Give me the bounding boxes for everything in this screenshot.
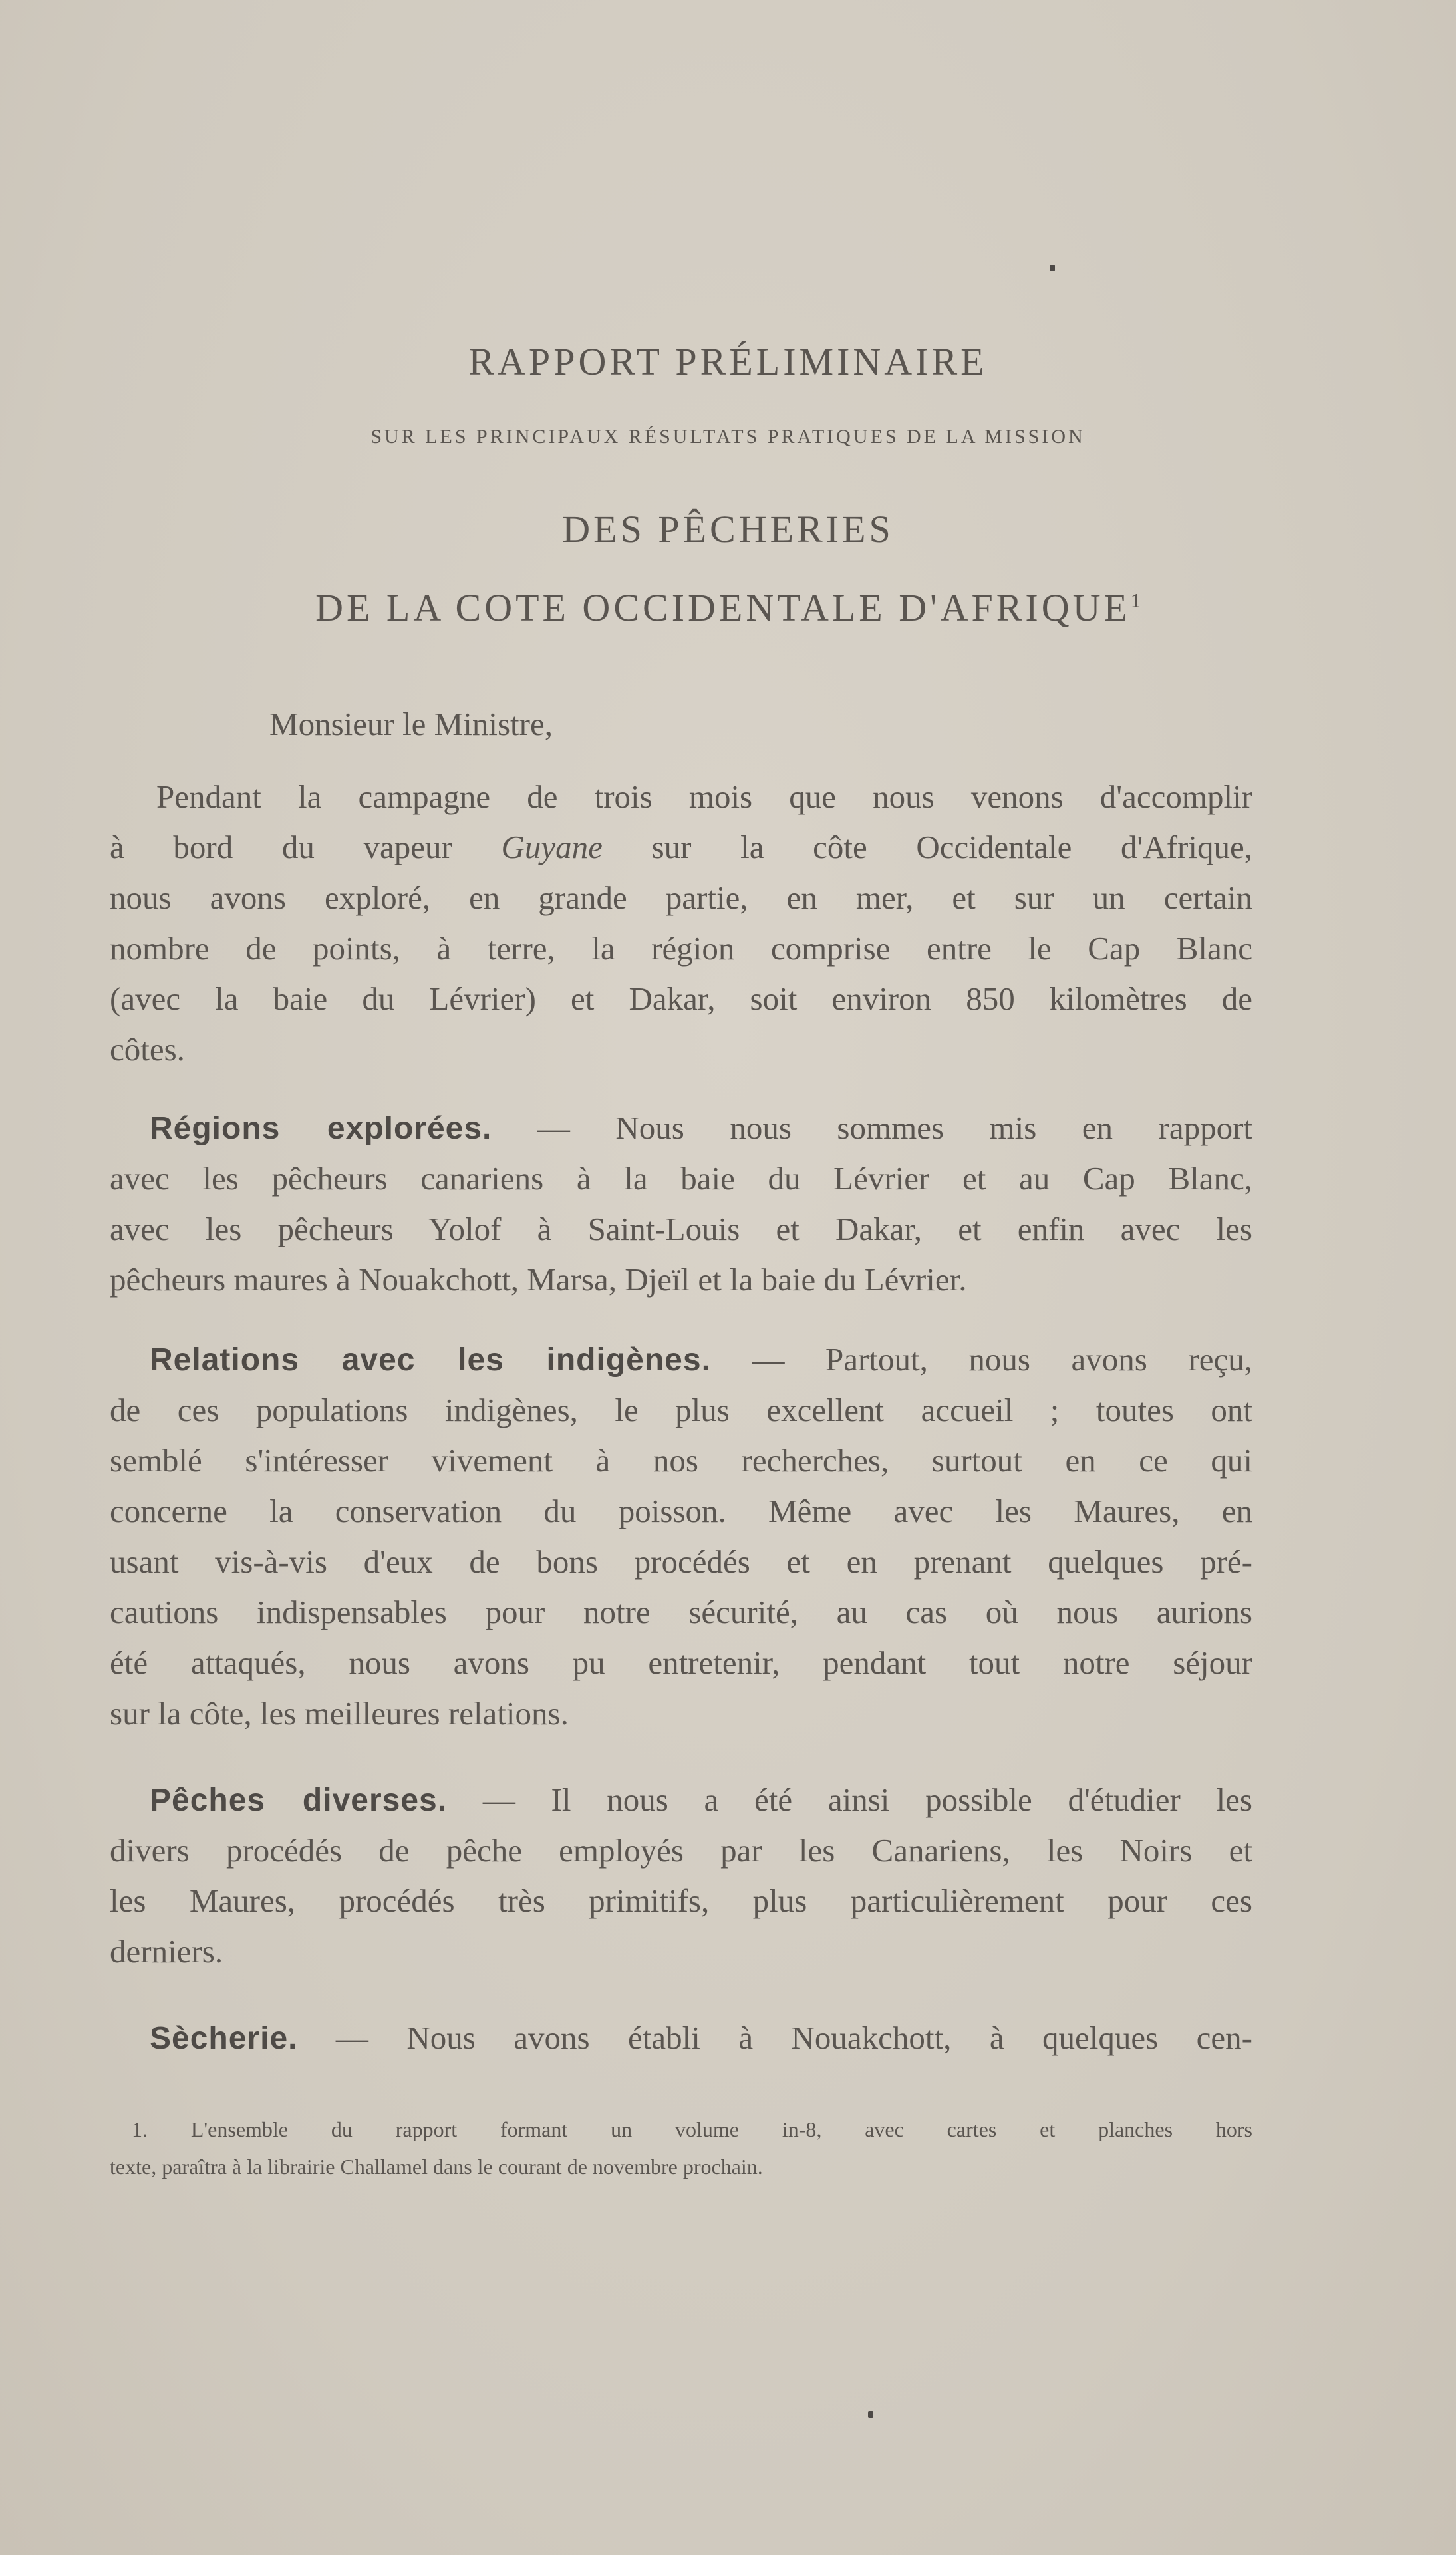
footnote — [110, 2111, 1252, 2185]
section-line: Pêches diverses. — Il nous a été ainsi possible d'étudier les — [150, 1781, 1252, 1818]
ink-speck — [868, 2411, 873, 2418]
section-line: cautions indispensables pour notre sécurité, au cas où nous aurions — [110, 1594, 1252, 1630]
section-peches — [110, 1775, 1252, 1977]
section-relations — [110, 1334, 1252, 1739]
section-heading: Régions explorées. — [150, 1111, 492, 1146]
section-line: divers procédés de pêche employés par les Canariens, les Noirs et — [110, 1832, 1252, 1869]
section-line: les Maures, procédés très primitifs, plus particulièrement pour ces — [110, 1882, 1252, 1919]
ship-name: Guyane — [501, 829, 603, 865]
section-line: pêcheurs maures à Nouakchott, Marsa, Djeïl et la baie du Lévrier. — [110, 1261, 967, 1298]
section-line: avec les pêcheurs canariens à la baie du Lévrier et au Cap Blanc, — [110, 1160, 1252, 1197]
section-line: Sècherie. — Nous avons établi à Nouakchott, à quelques cen- — [150, 2020, 1252, 2056]
intro-line: nous avons exploré, en grande partie, en mer, et sur un certain — [110, 879, 1252, 916]
section-line: Relations avec les indigènes. — Partout, nous avons reçu, — [150, 1341, 1253, 1378]
section-heading: Sècherie. — [150, 2021, 298, 2056]
mission-subtitle: DE LA COTE OCCIDENTALE D'AFRIQUE$^1$ — [315, 586, 1141, 629]
report-title: RAPPORT PRÉLIMINAIRE — [468, 340, 988, 383]
footnote-marker: 1 — [1130, 589, 1141, 612]
mission-title: DES PÊCHERIES — [562, 508, 894, 551]
intro-line: nombre de points, à terre, la région comprise entre le Cap Blanc — [110, 930, 1252, 967]
section-line: Régions explorées. — Nous nous sommes mis en rapport — [150, 1110, 1253, 1146]
section-line: de ces populations indigènes, le plus excellent accueil ; toutes ont — [110, 1392, 1252, 1428]
intro-line: à bord du vapeur Guyane sur la côte Occidentale d'Afrique, — [110, 829, 1252, 865]
footnote-line: 1. L'ensemble du rapport formant un volume in-8, avec cartes et planches hors — [132, 2117, 1252, 2141]
section-line: avec les pêcheurs Yolof à Saint-Louis et Dakar, et enfin avec les — [110, 1211, 1252, 1247]
section-line: été attaqués, nous avons pu entretenir, pendant tout notre séjour — [110, 1644, 1252, 1681]
intro-line: côtes. — [110, 1031, 185, 1068]
salutation: Monsieur le Ministre, — [269, 706, 553, 742]
intro-line: (avec la baie du Lévrier) et Dakar, soit environ 850 kilomètres de — [110, 980, 1252, 1017]
report-subtitle: SUR LES PRINCIPAUX RÉSULTATS PRATIQUES DE LA MISSION — [370, 426, 1086, 448]
intro-paragraph — [110, 772, 1252, 1075]
section-heading: Relations avec les indigènes. — [150, 1342, 711, 1378]
section-line: sur la côte, les meilleures relations. — [110, 1695, 569, 1731]
section-heading: Pêches diverses. — [150, 1783, 448, 1818]
section-line: usant vis-à-vis d'eux de bons procédés et en prenant quelques pré- — [110, 1543, 1252, 1580]
ink-speck — [1050, 265, 1055, 271]
section-line: derniers. — [110, 1933, 223, 1970]
footnote-line: texte, paraîtra à la librairie Challamel dans le courant de novembre prochain. — [110, 2155, 763, 2179]
intro-line: Pendant la campagne de trois mois que nous venons d'accomplir — [156, 778, 1252, 815]
section-line: concerne la conservation du poisson. Même avec les Maures, en — [110, 1493, 1252, 1529]
section-regions — [110, 1103, 1252, 1305]
section-line: semblé s'intéresser vivement à nos recherches, surtout en ce qui — [110, 1442, 1252, 1479]
section-secherie — [110, 2013, 1252, 2063]
